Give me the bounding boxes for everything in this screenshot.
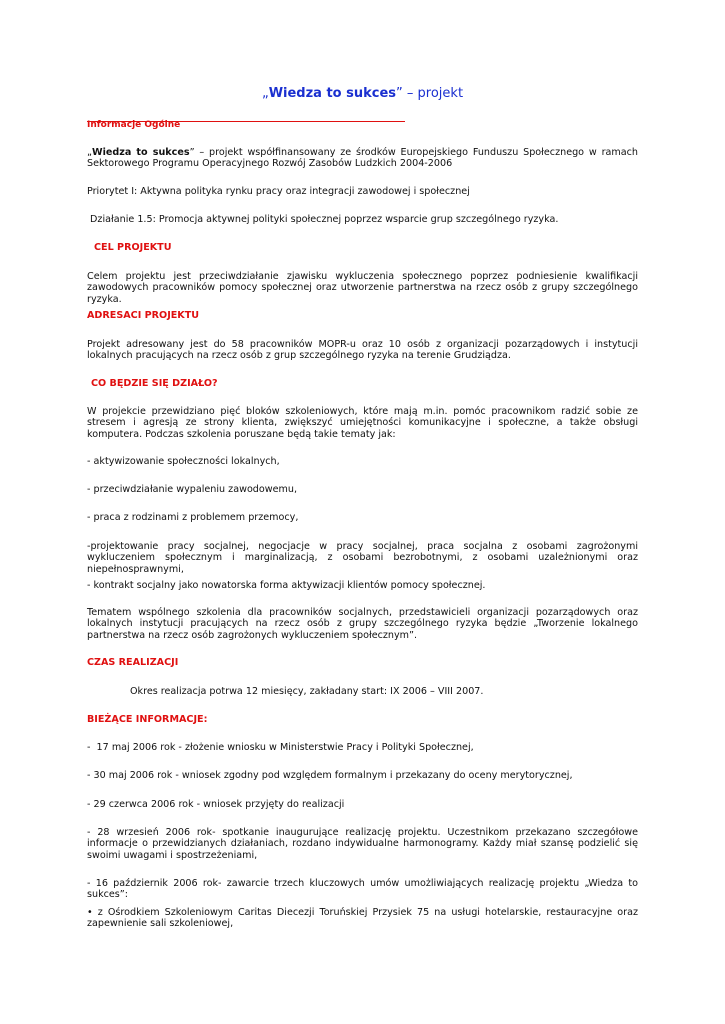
list-item: - 29 czerwca 2006 rok - wniosek przyjęty do realizacji [87, 799, 345, 810]
list-item: - 28 wrzesień 2006 rok- spotkanie inaugurujące realizację projektu. Uczestnikom przekazano szczegółowe informacje o przewidzianych działaniach, rozdano indywidualne harmonogramy. Każdy miał szansę podzielić się swoimi uwagami i spostrzeżeniami, [87, 827, 638, 861]
list-item: - praca z rodzinami z problemem przemocy, [87, 512, 299, 523]
time-heading: CZAS REALIZACJI [87, 657, 179, 668]
page-title: „Wiedza to sukces” – projekt [261, 86, 464, 101]
activities-heading: CO BĘDZIE SIĘ DZIAŁO? [91, 378, 218, 389]
time-paragraph: Okres realizacja potrwa 12 miesięcy, zakładany start: IX 2006 – VIII 2007. [130, 686, 484, 697]
goal-paragraph: Celem projektu jest przeciwdziałanie zjawisku wykluczenia społecznego poprzez podniesienie kwalifikacji zawodowych pracowników pomocy społecznej oraz utworzenie partnerstwa na rzecz osób z grupy szczególnego ryzyka. [87, 271, 638, 305]
news-heading: BIEŻĄCE INFORMACJE: [87, 714, 208, 725]
list-item: - 17 maj 2006 rok - złożenie wniosku w Ministerstwie Pracy i Polityki Społecznej, [87, 742, 474, 753]
addressees-heading: ADRESACI PROJEKTU [87, 310, 200, 321]
list-item: -projektowanie pracy socjalnej, negocjacje w pracy socjalnej, praca socjalna z osobami zagrożonymi wykluczeniem społecznym i marginalizacją, z osobami bezrobotnymi, z osobami uzależnionymi oraz niepełnosprawnymi, [87, 541, 638, 575]
activities-paragraph: W projekcie przewidziano pięć bloków szkoleniowych, które mają m.in. pomóc pracownikom radzić sobie ze stresem i agresją ze strony klienta, zwiększyć umiejętności komunikacyjne i społeczne, a także obsługi komputera. Podczas szkolenia poruszane będą takie tematy jak: [87, 406, 638, 440]
list-item: • z Ośrodkiem Szkoleniowym Caritas Diecezji Toruńskiej Przysiek 75 na usługi hotelarskie, restauracyjne oraz zapewnienie sali szkoleniowej, [87, 907, 638, 930]
section-general-label: Informacje Ogólne [87, 120, 181, 130]
action-paragraph: Działanie 1.5: Promocja aktywnej polityki społecznej poprzez wsparcie grup szczególnego ryzyka. [87, 214, 559, 225]
goal-heading: CEL PROJEKTU [94, 242, 172, 253]
intro-paragraph: „Wiedza to sukces” – projekt współfinansowany ze środków Europejskiego Funduszu Społecznego w ramach Sektorowego Programu Operacyjnego Rozwój Zasobów Ludzkich 2004-2006 [87, 147, 638, 170]
list-item: - 16 październik 2006 rok- zawarcie trzech kluczowych umów umożliwiających realizację projektu „Wiedza to sukces”: [87, 878, 638, 901]
list-item: - kontrakt socjalny jako nowatorska forma aktywizacji klientów pomocy społecznej. [87, 580, 486, 591]
joint-training-paragraph: Tematem wspólnego szkolenia dla pracowników socjalnych, przedstawicieli organizacji pozarządowych oraz lokalnych instytucji pracujących na rzecz osób z grupy szczególnego ryzyka będzie „Tworzenie lokalnego partnerstwa na rzecz osób zagrożonych wykluczeniem społecznym”. [87, 607, 638, 641]
addressees-paragraph: Projekt adresowany jest do 58 pracowników MOPR-u oraz 10 osób z organizacji pozarządowych i instytucji lokalnych pracujących na rzecz osób z grup szczególnego ryzyka na terenie Grudziądza. [87, 339, 638, 362]
list-item: - aktywizowanie społeczności lokalnych, [87, 456, 280, 467]
list-item: - 30 maj 2006 rok - wniosek zgodny pod względem formalnym i przekazany do oceny merytorycznej, [87, 770, 573, 781]
list-item: - przeciwdziałanie wypaleniu zawodowemu, [87, 484, 297, 495]
title-bold: Wiedza to sukces [268, 86, 397, 101]
priority-paragraph: Priorytet I: Aktywna polityka rynku pracy oraz integracji zawodowej i społecznej [87, 186, 470, 197]
